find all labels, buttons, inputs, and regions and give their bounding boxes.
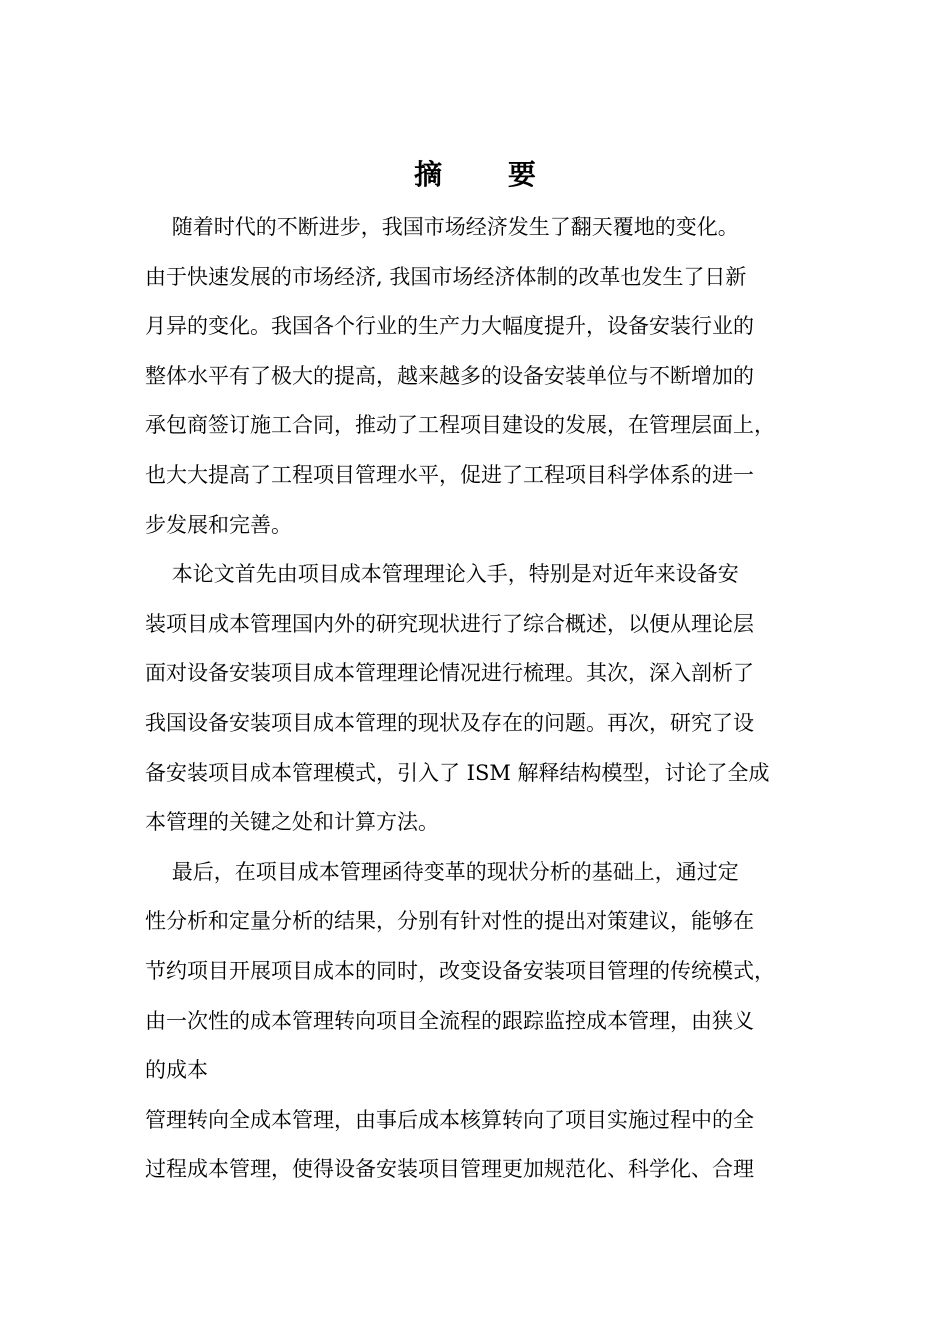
text-line: 最后，在项目成本管理函待变革的现状分析的基础上，通过定 (145, 859, 739, 884)
text-line: 过程成本管理，使得设备安装项目管理更加规范化、科学化、合理 (145, 1157, 754, 1182)
text-line: 节约项目开展项目成本的同时，改变设备安装项目管理的传统模式， (145, 958, 775, 983)
text-line: 本管理的关键之处和计算方法。 (145, 810, 439, 835)
text-line: 装项目成本管理国内外的研究现状进行了综合概述，以便从理论层 (145, 611, 754, 636)
text-line: 整体水平有了极大的提高，越来越多的设备安装单位与不断增加的 (145, 363, 754, 388)
text-line: 承包商签订施工合同，推动了工程项目建设的发展，在管理层面上， (145, 413, 775, 438)
text-line: 的成本 (145, 1058, 208, 1083)
text-line: 由一次性的成本管理转向项目全流程的跟踪监控成本管理，由狭义 (145, 1008, 754, 1033)
text-line: 随着时代的不断进步，我国市场经济发生了翻天覆地的变化。 (145, 215, 739, 239)
abstract-body (145, 203, 825, 1195)
text-line: 也大大提高了工程项目管理水平，促进了工程项目科学体系的进一 (145, 462, 754, 487)
text-line: 由于快速发展的市场经济, 我国市场经济体制的改革也发生了日新 (145, 264, 747, 289)
text-line: 我国设备安装项目成本管理的现状及存在的问题。再次，研究了设 (145, 710, 754, 735)
text-line: 性分析和定量分析的结果，分别有针对性的提出对策建议，能够在 (145, 909, 754, 934)
text-line: 管理转向全成本管理，由事后成本核算转向了项目实施过程中的全 (145, 1107, 754, 1132)
text-line: 月异的变化。我国各个行业的生产力大幅度提升，设备安装行业的 (145, 314, 754, 339)
text-line: 步发展和完善。 (145, 512, 292, 537)
page-title: 摘 要 (414, 158, 564, 191)
text-line: 备安装项目成本管理模式，引入了 ISM 解释结构模型，讨论了全成 (145, 760, 770, 785)
text-line: 面对设备安装项目成本管理理论情况进行梳理。其次，深入剖析了 (145, 661, 754, 686)
text-line: 本论文首先由项目成本管理理论入手，特别是对近年来设备安 (145, 562, 739, 587)
